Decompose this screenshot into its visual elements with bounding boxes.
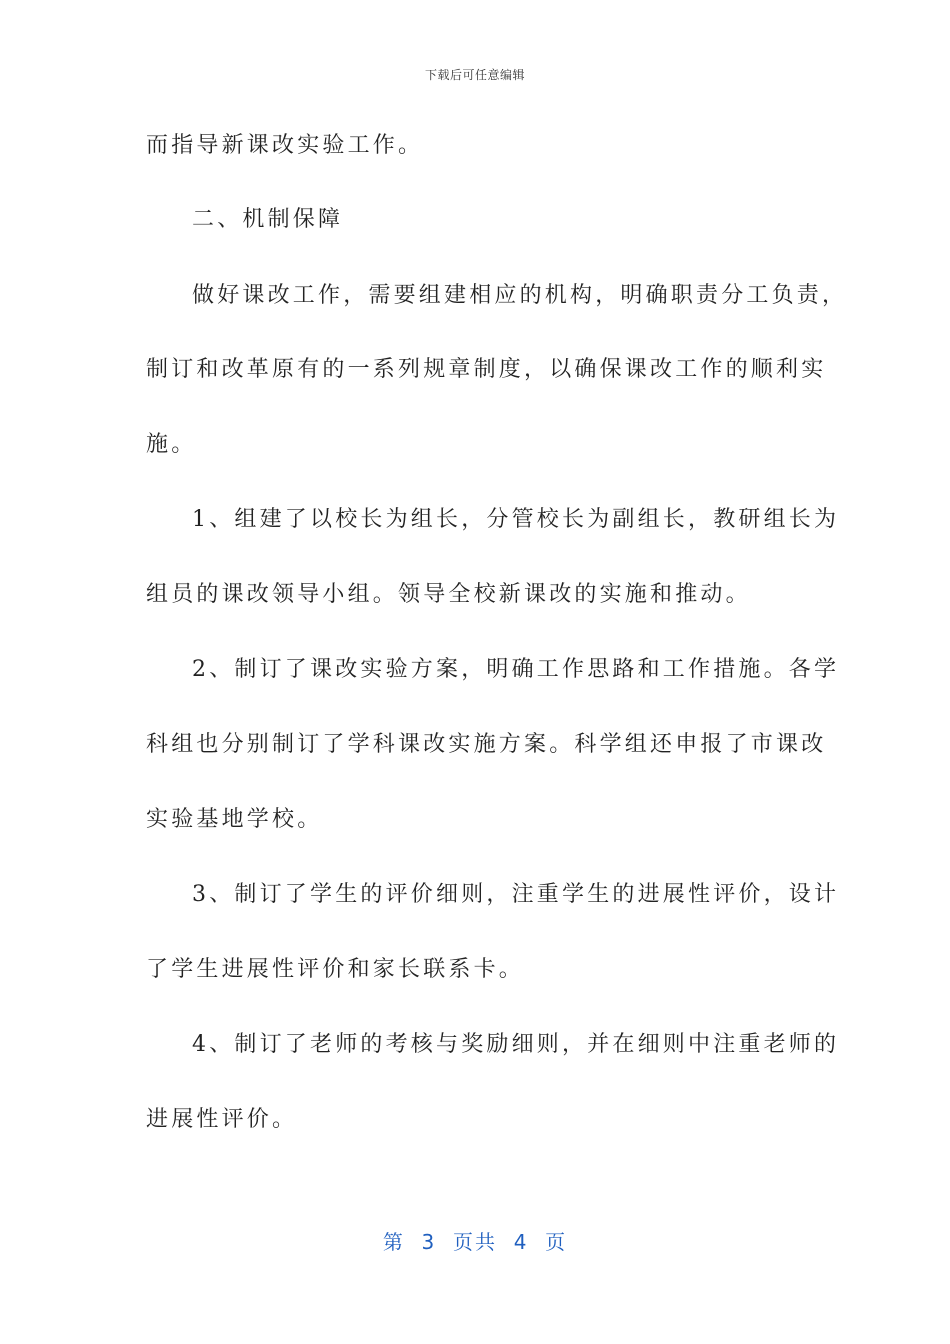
page-number-footer: 第 3 页共 4 页 xyxy=(382,1230,568,1254)
page-header: 下载后可任意编辑 xyxy=(424,68,525,82)
paragraph-line: 科组也分别制订了学科课改实施方案。科学组还申报了市课改 xyxy=(146,732,827,757)
section-heading: 二、机制保障 xyxy=(192,207,344,232)
paragraph-line: 2、制订了课改实验方案，明确工作思路和工作措施。各学 xyxy=(192,657,840,682)
paragraph-line: 施。 xyxy=(146,432,197,457)
paragraph-line: 组员的课改领导小组。领导全校新课改的实施和推动。 xyxy=(146,582,751,607)
paragraph-line: 4、制订了老师的考核与奖励细则，并在细则中注重老师的 xyxy=(192,1032,840,1057)
paragraph-line: 做好课改工作，需要组建相应的机构，明确职责分工负责， xyxy=(192,283,848,308)
paragraph-line: 了学生进展性评价和家长联系卡。 xyxy=(146,957,525,982)
paragraph-line: 制订和改革原有的一系列规章制度，以确保课改工作的顺利实 xyxy=(146,357,827,382)
paragraph-line: 而指导新课改实验工作。 xyxy=(146,133,424,158)
paragraph-line: 进展性评价。 xyxy=(146,1107,298,1132)
paragraph-line: 1、组建了以校长为组长，分管校长为副组长，教研组长为 xyxy=(192,507,840,532)
paragraph-line: 实验基地学校。 xyxy=(146,807,323,832)
paragraph-line: 3、制订了学生的评价细则，注重学生的进展性评价，设计 xyxy=(192,882,840,907)
